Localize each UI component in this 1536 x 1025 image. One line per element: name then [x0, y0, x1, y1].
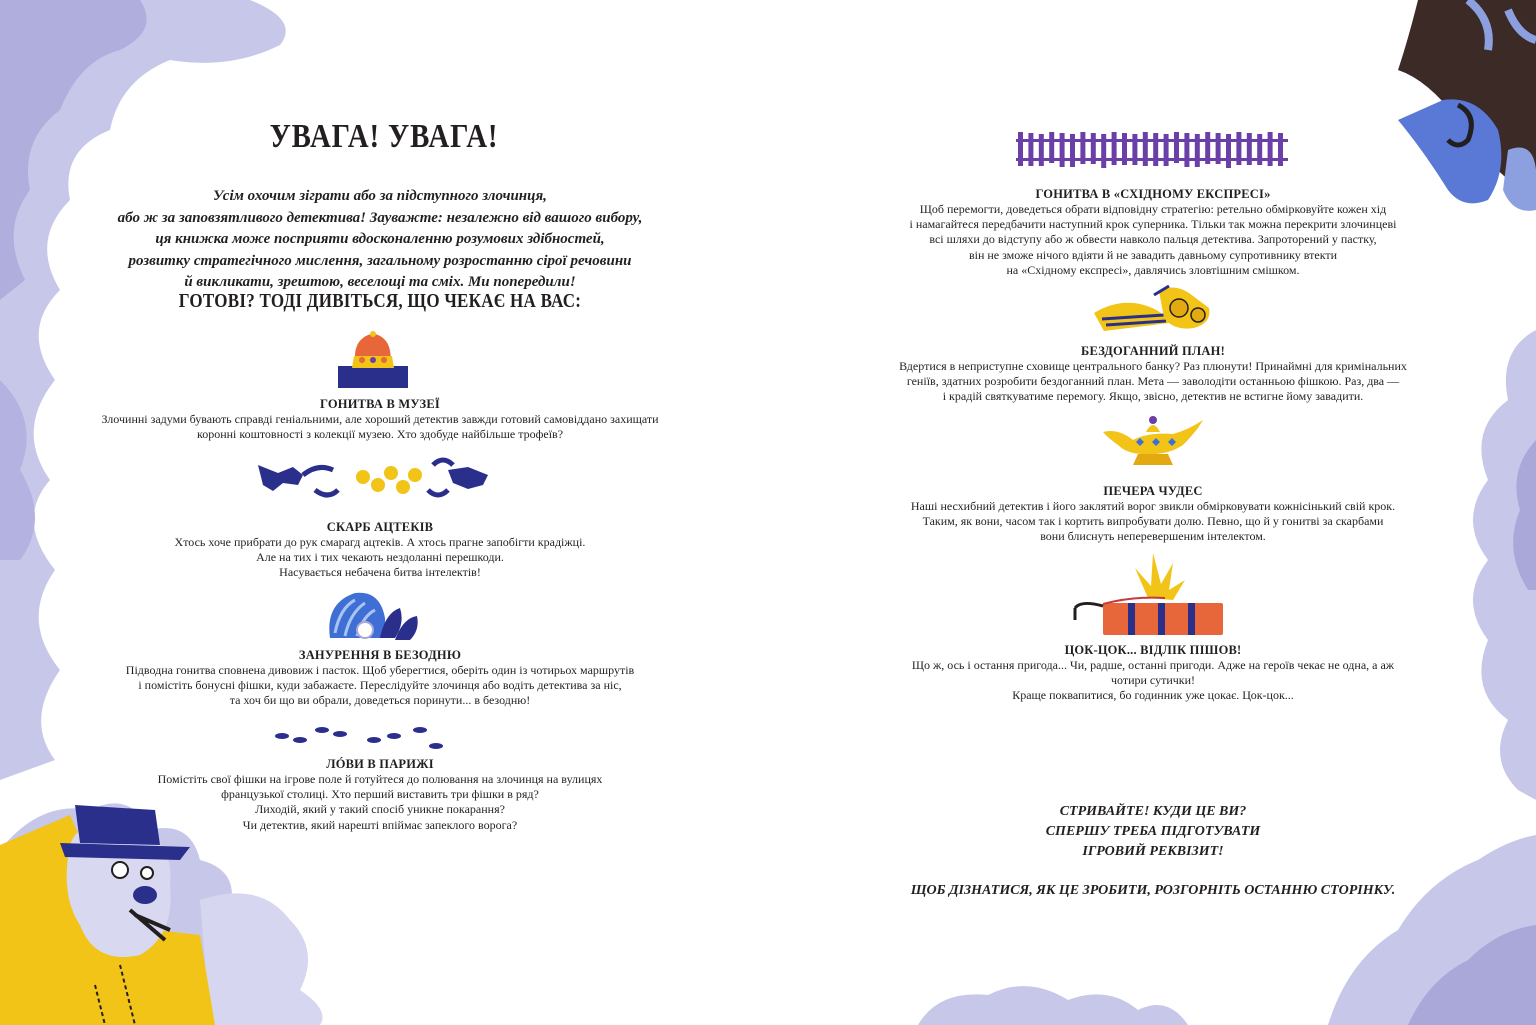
railway-sleeper — [1236, 132, 1241, 165]
railway-sleeper — [1257, 134, 1262, 165]
section-line: він не зможе нічого вдіяти й не завадить давньому супротивнику втекти — [968, 247, 1338, 262]
railway-sleeper — [1216, 133, 1221, 164]
railway-sleeper — [1070, 134, 1075, 167]
section-line: всі шляхи до відступу або ж обвести навколо пальця детектива. Запроторений у пастку, — [929, 232, 1377, 247]
railway-sleeper — [1247, 133, 1252, 165]
intro-line: ця книжка може посприяти вдосконаленню розумових здібностей, — [155, 231, 605, 247]
section-line: і намагайтеся передбачити наступний крок суперника. Тільки так можна перекрити злочинцеві — [909, 217, 1397, 232]
railway-sleeper — [1143, 132, 1148, 166]
intro-line: розвитку стратегічного мислення, загальному розростанню сірої речовини — [128, 252, 632, 269]
money-bag-icon — [1094, 283, 1224, 338]
railway-sleeper — [1174, 132, 1179, 163]
railway-sleeper — [1268, 132, 1273, 166]
section-express — [848, 187, 1458, 278]
section-line: Хтось хоче прибрати до рук смарагд ацтеків. А хтось прагне запобігти крадіжці. — [174, 535, 586, 549]
intro-paragraph — [100, 186, 660, 294]
railway-sleeper — [1018, 132, 1023, 166]
magic-lamp-icon — [1098, 410, 1208, 470]
section-line: і помістіть бонусні фішки, куди забажаєте. Переслідуйте злочинця або водіть детектива за ніс, — [138, 678, 622, 693]
section-line: Але на тих і тих чекають нездоланні перешкоди. — [256, 550, 504, 565]
section-line: та хоч би що ви обрали, доведеться поринути... в безодню! — [229, 693, 531, 708]
closing-note — [918, 802, 1388, 862]
railway-sleeper — [1091, 133, 1096, 164]
railway-sleeper — [1060, 133, 1065, 167]
railway-sleeper — [1195, 134, 1200, 167]
railway-sleeper — [1039, 134, 1044, 166]
intro-line: Усім охочим зіграти або за підступного злочинця, — [213, 188, 547, 204]
section-plan — [848, 344, 1458, 405]
pearl-shell-icon — [325, 588, 425, 644]
section-line: Вдертися в неприступне сховище центрального банку? Раз плюнути! Принаймні для кримінальних — [899, 359, 1407, 373]
railway-sleeper — [1184, 133, 1189, 167]
section-title: ПЕЧЕРА ЧУДЕС — [1103, 484, 1203, 498]
railway-sleeper — [1132, 134, 1137, 165]
railway-sleeper — [1205, 132, 1210, 164]
section-title: БЕЗДОГАННИЙ ПЛАН! — [1081, 344, 1225, 358]
railway-sleepers-icon — [1016, 130, 1296, 170]
section-line: Підводна гонитва сповнена дивовиж і пасток. Щоб уберегтися, оберіть один із чотирьох маршрутів — [125, 663, 635, 677]
railway-sleeper — [1164, 134, 1169, 166]
section-aztec — [80, 520, 680, 581]
closing-line: СПЕРШУ ТРЕБА ПІДГОТУВАТИ — [1045, 824, 1261, 839]
railway-sleeper — [1153, 133, 1158, 166]
section-countdown — [848, 643, 1458, 704]
section-line: Таким, як вони, часом так і кортить випробувати долю. Певно, що й у гонитві за скарбами — [922, 514, 1384, 529]
section-line: і крадій святкуватиме перемогу. Якщо, звісно, детектив не встигне йому завадити. — [942, 389, 1364, 404]
dynamite-icon — [1073, 548, 1233, 638]
section-line: вони блиснуть неперевершеним інтелектом. — [1040, 529, 1266, 544]
section-line: Злочинні задуми бувають справді геніальними, але хороший детектив завжди готовий самовіддано захищати — [101, 412, 659, 426]
section-title: ЗАНУРЕННЯ В БЕЗОДНЮ — [298, 648, 462, 662]
intro-line: або ж за заповзятливого детектива! Зауважте: незалежно від вашого вибору, — [117, 209, 643, 226]
railway-sleeper — [1028, 133, 1033, 166]
section-abyss — [80, 648, 680, 709]
section-line: французької столиці. Хто перший виставить три фішки в ряд? — [221, 787, 539, 802]
railway-sleeper — [1122, 133, 1127, 165]
closing-line: ІГРОВИЙ РЕКВІЗИТ! — [1082, 844, 1224, 859]
railway-sleeper — [1226, 134, 1231, 168]
railway-sleeper — [1101, 134, 1106, 168]
scorpions-gold-icon — [253, 455, 493, 505]
section-line: Лиходій, який у такий спосіб уникне покарання? — [255, 802, 505, 817]
section-line: чотири сутички! — [1110, 673, 1196, 688]
section-line: Наші несхибний детектив і його заклятий ворог звикли обмірковувати кожнісінький свій крок. — [910, 499, 1396, 513]
right-page — [768, 0, 1536, 1025]
closing-line: СТРИВАЙТЕ! КУДИ ЦЕ ВИ? — [1059, 804, 1247, 819]
railway-sleeper — [1278, 133, 1283, 166]
section-line: Помістіть свої фішки на ігрове поле й готуйтеся до полювання на злочинця на вулицях — [157, 772, 603, 786]
page-title: УВАГА! УВАГА! — [269, 118, 499, 155]
section-line: коронні коштовності з колекції музею. Хто здобуде найбільше трофеїв? — [196, 427, 564, 442]
section-line: Чи детектив, який нарешті впіймає запеклого ворога? — [242, 817, 518, 832]
final-note: ЩОБ ДІЗНАТИСЯ, ЯК ЦЕ ЗРОБИТИ, РОЗГОРНІТЬ ОСТАННЮ СТОРІНКУ. — [910, 883, 1396, 898]
section-museum — [60, 397, 700, 442]
crown-icon — [338, 328, 418, 388]
intro-line: й викликати, зрештою, веселощі та сміх. Ми попередили! — [184, 274, 576, 290]
section-title: ГОНИТВА В «СХІДНОМУ ЕКСПРЕСІ» — [1035, 187, 1271, 201]
section-subtitle: ГОТОВІ? ТОДІ ДИВІТЬСЯ, ЩО ЧЕКАЄ НА ВАС: — [178, 290, 582, 312]
section-title: ГОНИТВА В МУЗЕЇ — [320, 397, 440, 411]
section-line: на «Східному експресі», давлячись зловтішним смішком. — [1006, 262, 1300, 277]
section-line: Щоб перемогти, доведеться обрати відповідну стратегію: ретельно обмірковуйте кожен хід — [919, 202, 1387, 216]
footprints-icon — [272, 722, 452, 752]
section-cave — [848, 484, 1458, 545]
section-line: Краще поквапитися, бо годинник уже цокає. Цок-цок... — [1012, 688, 1294, 703]
section-line: геніїв, здатних розробити бездоганний план. Мета — заволодіти останньою фішкою. Раз, два — — [906, 374, 1400, 389]
railway-sleeper — [1049, 132, 1054, 163]
railway-sleeper — [1112, 132, 1117, 165]
section-title: ЦОК-ЦОК... ВІДЛІК ПІШОВ! — [1064, 643, 1242, 657]
section-title: ЛÓВИ В ПАРИЖІ — [326, 757, 434, 771]
section-paris — [80, 757, 680, 833]
railway-sleeper — [1080, 132, 1085, 164]
section-line: Насувається небачена битва інтелектів! — [279, 565, 481, 580]
section-line: Що ж, ось і остання пригода... Чи, радше, останні пригоди. Адже на героїв чекає не одна, а аж — [911, 658, 1395, 672]
section-title: СКАРБ АЦТЕКІВ — [326, 520, 434, 534]
